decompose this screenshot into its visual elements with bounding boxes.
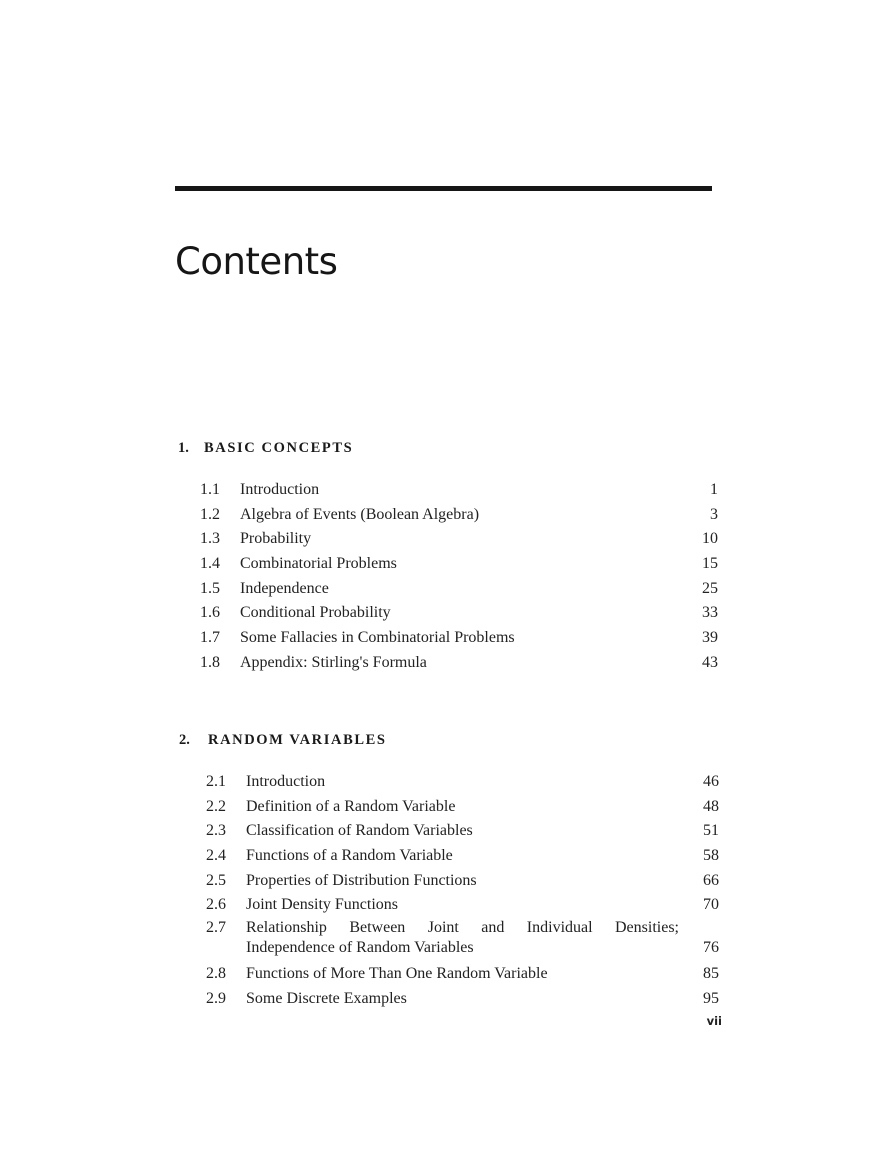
page-number: 3 <box>710 505 718 523</box>
page-folio: vii <box>706 1014 722 1028</box>
section-number: 2.8 <box>206 965 226 983</box>
toc-entry[interactable] <box>200 626 718 651</box>
chapter-heading <box>178 438 718 458</box>
toc-entry[interactable] <box>206 770 719 795</box>
section-title: Appendix: Stirling's Formula <box>240 653 427 671</box>
toc-entry[interactable] <box>200 552 718 577</box>
section-title: Probability <box>240 530 312 548</box>
section-number: 2.6 <box>206 896 226 914</box>
section-title: Definition of a Random Variable <box>246 797 456 815</box>
section-number: 2.1 <box>206 773 226 790</box>
section-title: Functions of More Than One Random Variable <box>246 965 548 983</box>
chapter-number: 2. <box>179 732 190 748</box>
toc-entry[interactable] <box>206 962 719 987</box>
toc-entry[interactable] <box>206 795 719 820</box>
section-number: 2.3 <box>206 822 226 840</box>
section-number: 1.8 <box>200 653 220 671</box>
chapter-1 <box>178 438 718 676</box>
chapter-heading <box>179 730 719 750</box>
toc-entry[interactable] <box>206 869 719 894</box>
page-number: 43 <box>702 653 718 671</box>
page-number: 46 <box>703 773 719 790</box>
section-number: 1.4 <box>200 555 220 573</box>
section-number: 2.2 <box>206 797 226 815</box>
toc-entry[interactable] <box>200 478 718 503</box>
section-number: 2.4 <box>206 847 226 865</box>
section-list <box>178 478 718 676</box>
section-title: Algebra of Events (Boolean Algebra) <box>240 505 480 523</box>
page-number: 76 <box>703 939 719 957</box>
page-number: 85 <box>703 965 719 983</box>
toc-entry[interactable] <box>206 819 719 844</box>
page-number: 1 <box>710 481 718 498</box>
section-number: 1.3 <box>200 530 220 548</box>
section-number: 2.7 <box>206 919 226 937</box>
section-title: Some Discrete Examples <box>246 989 407 1007</box>
toc-entry[interactable] <box>206 893 719 918</box>
page-number: 58 <box>703 847 719 865</box>
toc-entry[interactable] <box>200 577 718 602</box>
page-number: 66 <box>703 871 719 889</box>
section-title <box>246 918 679 958</box>
header-rule <box>175 186 712 191</box>
section-number: 1.1 <box>200 481 220 498</box>
page-number: 51 <box>703 822 719 840</box>
section-title: Some Fallacies in Combinatorial Problems <box>240 629 515 647</box>
section-number: 2.9 <box>206 989 226 1007</box>
page-title: Contents <box>175 240 338 283</box>
toc-entry[interactable] <box>200 651 718 676</box>
section-title: Joint Density Functions <box>246 896 399 914</box>
page-number: 25 <box>702 579 718 597</box>
section-title: Conditional Probability <box>240 604 391 622</box>
section-number: 1.5 <box>200 579 220 597</box>
section-list <box>179 770 719 1012</box>
page-number: 33 <box>702 604 718 622</box>
chapter-2 <box>179 730 719 1012</box>
section-title: Properties of Distribution Functions <box>246 871 477 889</box>
section-title: Independence <box>240 579 329 597</box>
page-number: 95 <box>703 989 719 1007</box>
page-number: 39 <box>702 629 718 647</box>
section-number: 1.6 <box>200 604 220 622</box>
section-number: 1.2 <box>200 505 220 523</box>
section-title: Functions of a Random Variable <box>246 847 453 865</box>
section-title: Introduction <box>246 773 326 790</box>
chapter-title: BASIC CONCEPTS <box>204 440 354 456</box>
page-number: 15 <box>702 555 718 573</box>
section-title: Classification of Random Variables <box>246 822 473 840</box>
toc-entry[interactable] <box>200 503 718 528</box>
toc-entry[interactable] <box>206 987 719 1012</box>
section-title: Introduction <box>240 481 320 498</box>
toc-entry[interactable] <box>206 844 719 869</box>
section-number: 2.5 <box>206 871 226 889</box>
toc-entry[interactable] <box>200 601 718 626</box>
toc-entry[interactable] <box>200 527 718 552</box>
section-title-line-1: Relationship Between Joint and Individual Densities; <box>246 919 679 937</box>
toc-entry[interactable] <box>206 918 719 962</box>
page-number: 10 <box>702 530 718 548</box>
page-number: 48 <box>703 797 719 815</box>
section-number: 1.7 <box>200 629 220 647</box>
chapter-number: 1. <box>178 440 189 456</box>
chapter-title: RANDOM VARIABLES <box>208 732 387 748</box>
section-title-line-2: Independence of Random Variables <box>246 939 474 957</box>
section-title: Combinatorial Problems <box>240 555 397 573</box>
page-number: 70 <box>703 896 719 914</box>
